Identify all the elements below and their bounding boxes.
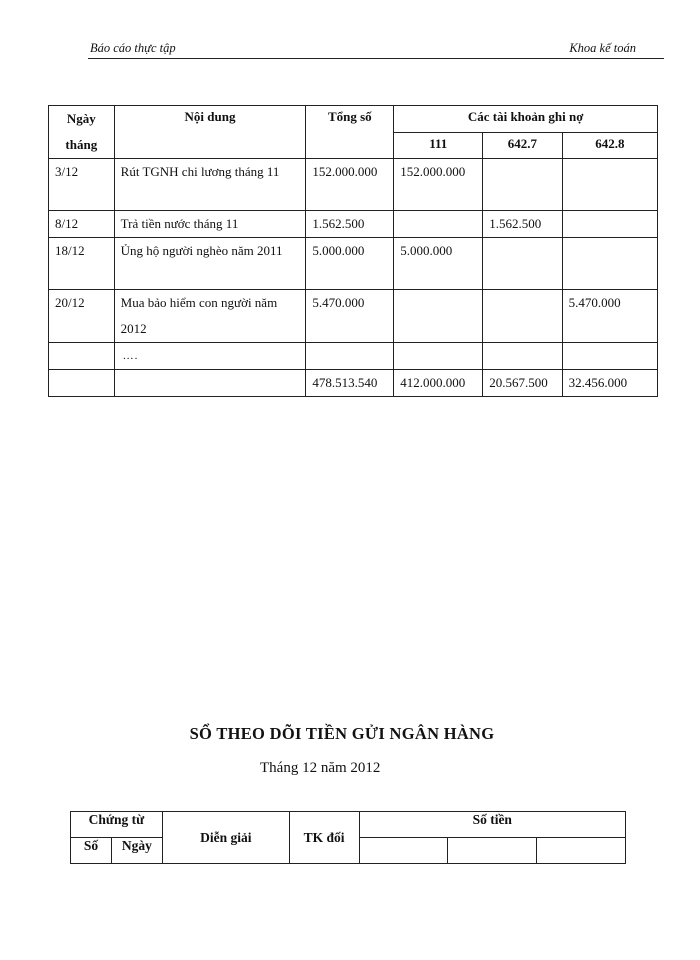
row-date: 3/12 bbox=[49, 159, 115, 211]
row-date bbox=[49, 343, 115, 370]
row-acc-6427: 20.567.500 bbox=[483, 370, 562, 397]
row-total: 478.513.540 bbox=[306, 370, 394, 397]
row-total: 5.470.000 bbox=[306, 290, 394, 343]
row-content: …. bbox=[114, 343, 306, 370]
date-header-line1: Ngày bbox=[66, 111, 96, 126]
voucher-header: Chứng từ bbox=[71, 812, 163, 838]
voucher-number-header: Số bbox=[71, 838, 112, 864]
row-total: 1.562.500 bbox=[306, 211, 394, 238]
table-row bbox=[49, 159, 658, 211]
acc-6428-header: 642.8 bbox=[562, 132, 657, 159]
table-row bbox=[49, 238, 658, 290]
row-acc-6428 bbox=[562, 211, 657, 238]
header-right: Khoa kế toán bbox=[569, 41, 636, 55]
row-content: Trả tiền nước tháng 11 bbox=[114, 211, 306, 238]
row-acc-6428 bbox=[562, 343, 657, 370]
row-acc-6428: 32.456.000 bbox=[562, 370, 657, 397]
row-date: 8/12 bbox=[49, 211, 115, 238]
debit-accounts-table bbox=[48, 105, 658, 397]
acc-6427-header: 642.7 bbox=[483, 132, 562, 159]
row-acc-6427 bbox=[483, 238, 562, 290]
amount-col-3 bbox=[537, 838, 626, 864]
counter-account-header: TK đối bbox=[289, 812, 359, 864]
row-acc-6427 bbox=[483, 343, 562, 370]
description-header: Diễn giải bbox=[162, 812, 289, 864]
row-acc-111: 152.000.000 bbox=[394, 159, 483, 211]
row-date: 18/12 bbox=[49, 238, 115, 290]
row-acc-6427: 1.562.500 bbox=[483, 211, 562, 238]
ledger-header-row bbox=[71, 812, 626, 838]
ledger-title bbox=[0, 724, 700, 744]
row-acc-6428 bbox=[562, 159, 657, 211]
row-acc-111 bbox=[394, 343, 483, 370]
table-row bbox=[49, 211, 658, 238]
amount-col-2 bbox=[448, 838, 537, 864]
row-total: 152.000.000 bbox=[306, 159, 394, 211]
date-header-line2: tháng bbox=[65, 137, 98, 152]
voucher-date-header: Ngày bbox=[111, 838, 162, 864]
content-header: Nội dung bbox=[114, 106, 306, 159]
date-header bbox=[49, 106, 115, 159]
acc-111-header: 111 bbox=[394, 132, 483, 159]
table-header-row bbox=[49, 106, 658, 133]
total-row bbox=[49, 370, 658, 397]
page-header bbox=[88, 40, 664, 59]
ledger-title-text: SỔ THEO DÕI TIỀN GỬI NGÂN HÀNG bbox=[189, 724, 495, 743]
total-header: Tổng số bbox=[306, 106, 394, 159]
row-acc-6427 bbox=[483, 159, 562, 211]
ledger-subtitle: Tháng 12 năm 2012 bbox=[260, 760, 381, 776]
table-row bbox=[49, 290, 658, 343]
row-acc-111 bbox=[394, 290, 483, 343]
row-content: Ủng hộ người nghèo năm 2011 bbox=[114, 238, 306, 290]
row-acc-6428 bbox=[562, 238, 657, 290]
row-date bbox=[49, 370, 115, 397]
row-content: Mua bảo hiểm con người năm 2012 bbox=[114, 290, 306, 343]
row-total: 5.000.000 bbox=[306, 238, 394, 290]
row-acc-6427 bbox=[483, 290, 562, 343]
row-acc-111: 412.000.000 bbox=[394, 370, 483, 397]
row-acc-6428: 5.470.000 bbox=[562, 290, 657, 343]
row-acc-111: 5.000.000 bbox=[394, 238, 483, 290]
row-acc-111 bbox=[394, 211, 483, 238]
debit-accounts-header: Các tài khoản ghi nợ bbox=[394, 106, 658, 133]
amount-header: Số tiền bbox=[359, 812, 625, 838]
bank-deposit-ledger-table bbox=[70, 811, 626, 864]
amount-col-1 bbox=[359, 838, 448, 864]
row-date: 20/12 bbox=[49, 290, 115, 343]
row-content: Rút TGNH chi lương tháng 11 bbox=[114, 159, 306, 211]
table-row bbox=[49, 343, 658, 370]
header-left: Báo cáo thực tập bbox=[90, 41, 176, 55]
row-total bbox=[306, 343, 394, 370]
row-content bbox=[114, 370, 306, 397]
